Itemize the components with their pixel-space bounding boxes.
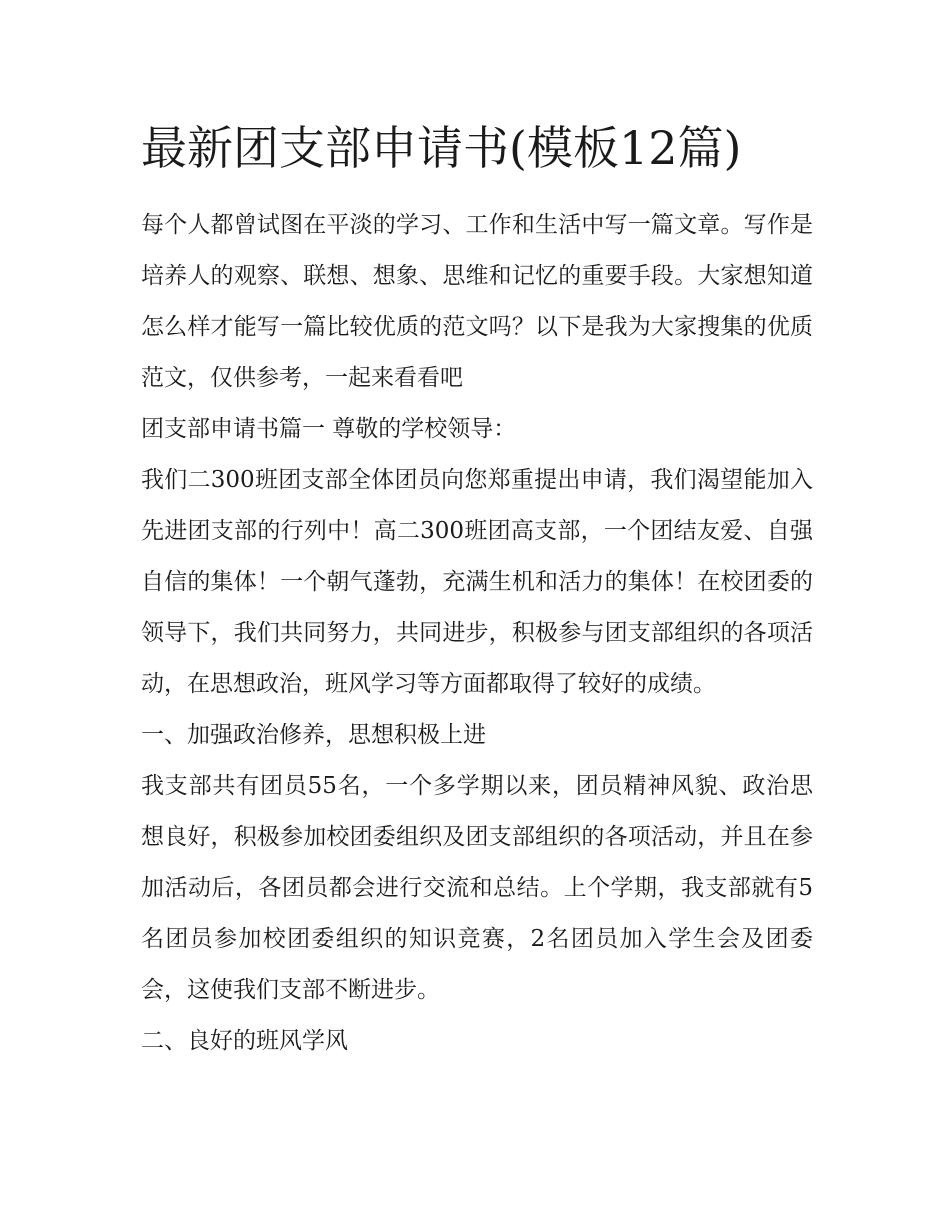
members-paragraph: 我支部共有团员55名，一个多学期以来，团员精神风貌、政治思想良好，积极参加校团委组织及团支部组织的各项活动，并且在参加活动后，各团员都会进行交流和总结。上个学期，我支部就有5名团员参加校团委组织的知识竞赛，2名团员加入学生会及团委会，这使我们支部不断进步。 xyxy=(141,773,813,1003)
section-heading-greeting: 团支部申请书篇一 尊敬的学校领导： xyxy=(141,416,517,442)
document-body xyxy=(141,200,813,1067)
document-title: 最新团支部申请书(模板12篇) xyxy=(141,121,742,175)
section-heading-politics: 一、加强政治修养，思想积极上进 xyxy=(141,722,486,748)
section-heading-class-style: 二、良好的班风学风 xyxy=(141,1028,348,1054)
intro-paragraph: 每个人都曾试图在平淡的学习、工作和生活中写一篇文章。写作是培养人的观察、联想、想象、思维和记忆的重要手段。大家想知道怎么样才能写一篇比较优质的范文吗？以下是我为大家搜集的优质范文，仅供参考，一起来看看吧 xyxy=(141,212,813,391)
application-paragraph: 我们二300班团支部全体团员向您郑重提出申请，我们渴望能加入先进团支部的行列中！高二300班团高支部，一个团结友爱、自强自信的集体！一个朝气蓬勃，充满生机和活力的集体！在校团委的领导下，我们共同努力，共同进步，积极参与团支部组织的各项活动，在思想政治，班风学习等方面都取得了较好的成绩。 xyxy=(141,467,813,697)
document-page xyxy=(141,118,813,1067)
